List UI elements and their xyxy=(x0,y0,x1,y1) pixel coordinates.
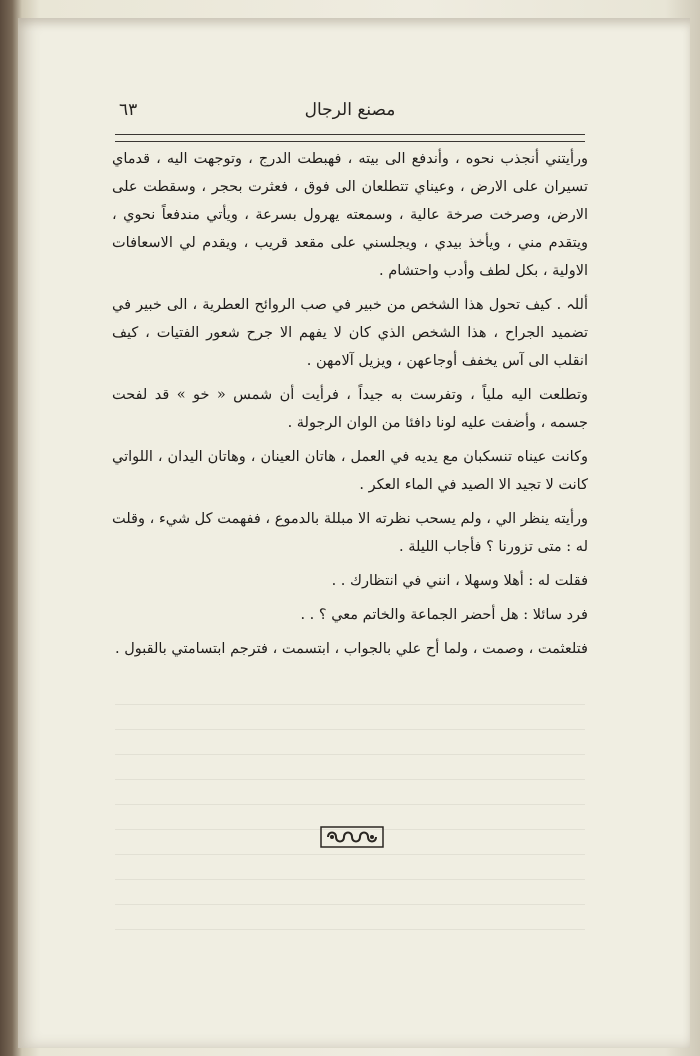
paragraph: فرد سائلا : هل أحضر الجماعة والخاتم معي ؟ . . xyxy=(300,607,588,623)
header-title: مصنع الرجال xyxy=(304,100,396,120)
ornament-icon xyxy=(320,826,384,848)
running-header xyxy=(115,100,585,134)
paragraph: وكانت عيناه تنسكبان مع يديه في العمل ، هاتان العينان ، وهاتان اليدان ، اللواتي كانت لا تجيد الا الصيد في الماء العكر . xyxy=(112,449,588,493)
paragraph: فتلعثمت ، وصمت ، ولما أح علي بالجواب ، ابتسمت ، فترجم ابتسامتي بالقبول . xyxy=(115,641,588,657)
page-number: ٦٣ xyxy=(119,100,138,120)
paragraph: أللہ . كيف تحول هذا الشخص من خبير في صب الروائح العطرية ، الى خبير في تضميد الجراح ، هذا الشخص الذي كان لا يفهم الا جرح شعور الفتيات ، كيف انقلب الى آس يخفف أوجاعهن ، ويزيل آلامهن . xyxy=(112,297,588,369)
paragraph: ورأيته ينظر الي ، ولم يسحب نظرته الا مبللة بالدموع ، ففهمت كل شيء ، وقلت له : متى تزورنا ؟ فأجاب الليلة . xyxy=(112,511,588,555)
paragraph: وتطلعت اليه ملياً ، وتفرست به جيداً ، فرأيت أن شمس « خو » قد لفحت جسمه ، وأضفت عليه لونا دافئا من الوان الرجولة . xyxy=(112,387,588,431)
header-rule xyxy=(115,134,585,142)
paragraph: فقلت له : أهلا وسهلا ، انني في انتظارك . . xyxy=(331,573,588,589)
body-text xyxy=(112,145,588,669)
paragraph: ورأيتني أنجذب نحوه ، وأندفع الى بيته ، فهبطت الدرج ، وتوجهت اليه ، قدماي تسيران على الارض ، وعيناي تتطلعان الى فوق ، فعثرت بحجر ، وسقطت على الارض، وصرخت صرخة عالية ، وسمعته يهرول بسرعة ، ويأتي مندفعاً نحوي ، ويتقدم مني ، ويأخذ بيدي ، ويجلسني على مقعد قريب ، ويقدم لي الاسعافات الاولية ، بكل لطف وأدب واحتشام . xyxy=(112,151,588,279)
